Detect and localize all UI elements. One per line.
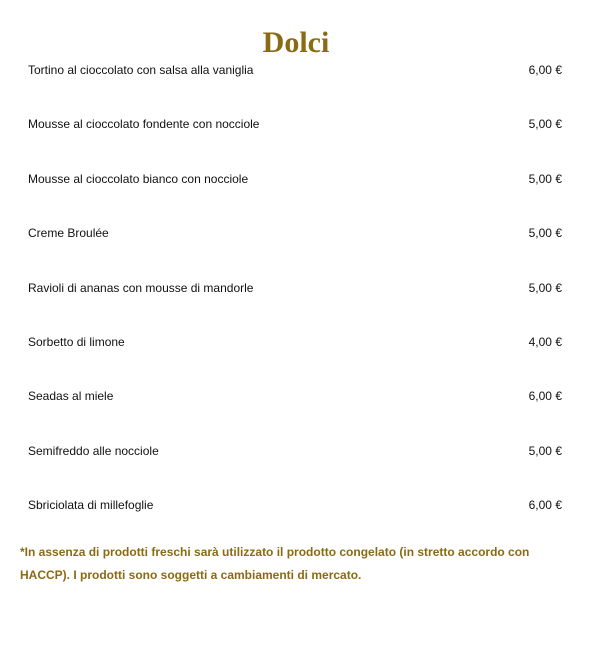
menu-item [28,163,562,217]
disclaimer-note: *In assenza di prodotti freschi sarà utilizzato il prodotto congelato (in stretto accordo con HACCP). I prodotti sono soggetti a cambiamenti di mercato. [20,545,530,582]
menu-item-name: Ravioli di ananas con mousse di mandorle [28,280,254,295]
menu-item-name: Mousse al cioccolato fondente con nocciole [28,117,260,132]
menu-item-price: 6,00 € [528,63,562,77]
menu-item-price: 5,00 € [528,443,562,458]
menu-item-price: 6,00 € [528,389,562,404]
menu-item [28,272,562,326]
menu-item-price: 5,00 € [528,280,562,295]
menu-item [28,435,562,489]
dessert-list [28,54,562,544]
menu-item-price: 4,00 € [528,334,562,349]
menu-item [28,489,562,543]
menu-item-name: Creme Broulée [28,226,109,241]
menu-item-name: Tortino al cioccolato con salsa alla vaniglia [28,63,254,77]
menu-item-name: Sbriciolata di millefoglie [28,498,154,513]
menu-item-name: Seadas al miele [28,389,114,404]
menu-item-price: 6,00 € [528,498,562,513]
menu-item [28,217,562,271]
page-title: Dolci [262,26,330,60]
menu-item-name: Mousse al cioccolato bianco con nocciole [28,171,249,186]
menu-item [28,380,562,434]
menu-item-price: 5,00 € [528,171,562,186]
menu-item-price: 5,00 € [528,226,562,241]
menu-item-name: Sorbetto di limone [28,334,125,349]
menu-item [28,326,562,380]
menu-item-price: 5,00 € [528,117,562,132]
menu-item [28,54,562,108]
menu-item [28,108,562,162]
menu-item-name: Semifreddo alle nocciole [28,443,159,458]
